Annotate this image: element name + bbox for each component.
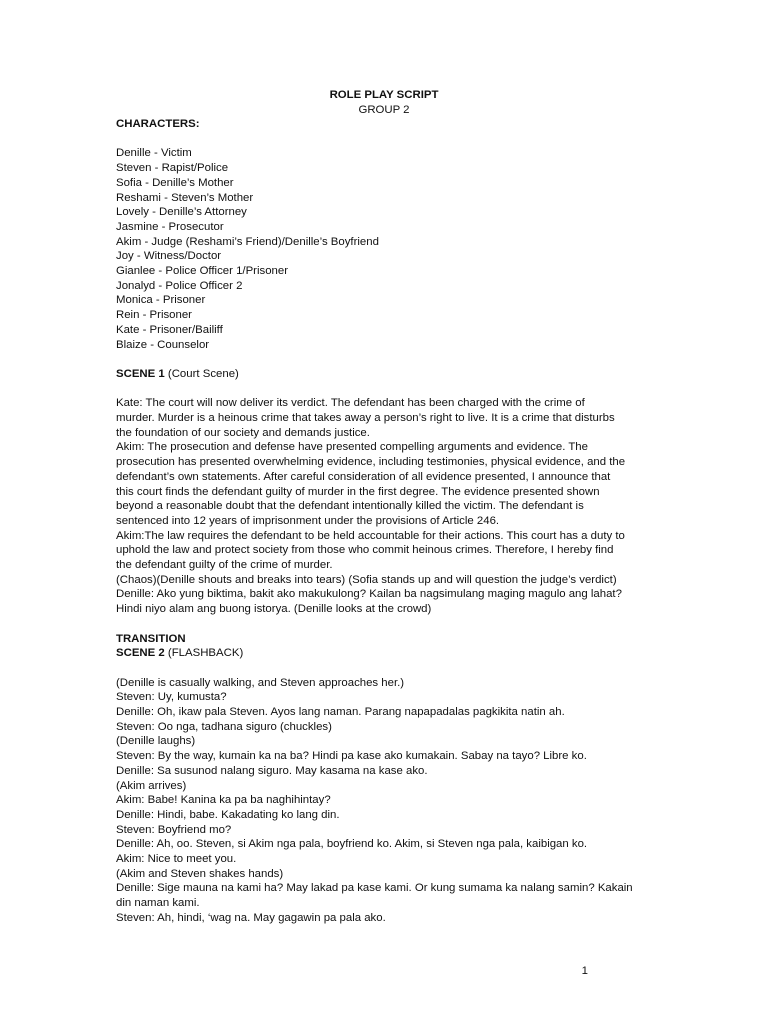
script-line: (Chaos)(Denille shouts and breaks into tears) (Sofia stands up and will question the judge’s verdict)	[116, 573, 617, 586]
character-entry: Lovely - Denille’s Attorney	[116, 206, 247, 219]
script-line: din naman kami.	[116, 897, 200, 910]
character-entry: Rein - Prisoner	[116, 309, 192, 322]
character-entry: Jonalyd - Police Officer 2	[116, 279, 243, 292]
character-entry: Sofia - Denille’s Mother	[116, 176, 234, 189]
script-line: Denille: Oh, ikaw pala Steven. Ayos lang naman. Parang napapadalas pagkikita natin ah.	[116, 706, 565, 719]
script-line: murder. Murder is a heinous crime that takes away a person’s right to live. It is a crime that disturbs	[116, 412, 615, 425]
script-line: Denille: Ako yung biktima, bakit ako makukulong? Kailan ba nagsimulang maging magulo ang lahat?	[116, 588, 622, 601]
script-line: Denille: Hindi, babe. Kakadating ko lang din.	[116, 808, 340, 821]
script-line: Denille: Sige mauna na kami ha? May lakad pa kase kami. Or kung sumama ka nalang samin? Kakain	[116, 882, 633, 895]
document-header	[0, 88, 768, 118]
script-line: Steven: Boyfriend mo?	[116, 823, 232, 836]
characters-heading: CHARACTERS:	[116, 118, 200, 130]
script-line: (Akim arrives)	[116, 779, 187, 792]
character-entry: Gianlee - Police Officer 1/Prisoner	[116, 265, 288, 278]
script-line: the foundation of our society and demands justice.	[116, 426, 370, 439]
script-line: sentenced into 12 years of imprisonment under the provisions of Article 246.	[116, 514, 500, 527]
script-line: Kate: The court will now deliver its verdict. The defendant has been charged with the crime of	[116, 397, 585, 410]
page-number: 1	[581, 965, 588, 977]
scene-2-heading	[116, 646, 656, 661]
script-line: Denille: Sa susunod nalang siguro. May kasama na kase ako.	[116, 764, 428, 777]
scene-1-dialogue	[116, 396, 656, 617]
scene-1-label: SCENE 1	[116, 367, 165, 380]
script-line: (Denille is casually walking, and Steven approaches her.)	[116, 676, 405, 689]
character-entry: Steven - Rapist/Police	[116, 162, 229, 175]
script-line: Hindi niyo alam ang buong istorya. (Denille looks at the crowd)	[116, 603, 432, 616]
characters-list	[116, 146, 656, 352]
script-line: Steven: Uy, kumusta?	[116, 691, 227, 704]
scene-2-desc: (FLASHBACK)	[164, 647, 244, 660]
script-line: Akim: Babe! Kanina ka pa ba naghihintay?	[116, 794, 331, 807]
script-line: Steven: By the way, kumain ka na ba? Hindi pa kase ako kumakain. Sabay na tayo? Libre ko.	[116, 750, 587, 763]
script-body	[116, 117, 656, 926]
scene-2-label: SCENE 2	[116, 647, 165, 660]
script-line: Akim:The law requires the defendant to be held accountable for their actions. This court has a duty to	[116, 529, 625, 542]
script-line: defendant’s own statements. After careful consideration of all evidence presented, I announce that	[116, 470, 611, 483]
character-entry: Akim - Judge (Reshami’s Friend)/Denille’s Boyfriend	[116, 235, 379, 248]
script-line: Denille: Ah, oo. Steven, si Akim nga pala, boyfriend ko. Akim, si Steven nga pala, kaibigan ko.	[116, 838, 588, 851]
script-line: Akim: The prosecution and defense have presented compelling arguments and evidence. The	[116, 441, 588, 454]
script-line: Akim: Nice to meet you.	[116, 853, 237, 866]
character-entry: Blaize - Counselor	[116, 338, 210, 351]
group-label: GROUP 2	[358, 104, 410, 116]
script-line: prosecution has presented overwhelming evidence, including testimonies, physical evidence, and the	[116, 456, 626, 469]
script-line: Steven: Ah, hindi, ‘wag na. May gagawin pa pala ako.	[116, 911, 386, 924]
script-line: this court finds the defendant guilty of murder in the first degree. The evidence presented shown	[116, 485, 600, 498]
character-entry: Monica - Prisoner	[116, 294, 206, 307]
character-entry: Kate - Prisoner/Bailiff	[116, 323, 223, 336]
scene-1-heading	[116, 367, 656, 382]
scene-2-dialogue	[116, 676, 656, 926]
transition-heading: TRANSITION	[116, 632, 186, 645]
character-entry: Joy - Witness/Doctor	[116, 250, 222, 263]
character-entry: Denille - Victim	[116, 147, 192, 160]
script-line: uphold the law and protect society from those who commit heinous crimes. Therefore, I hereby find	[116, 544, 614, 557]
script-line: (Denille laughs)	[116, 735, 196, 748]
character-entry: Reshami - Steven’s Mother	[116, 191, 254, 204]
character-entry: Jasmine - Prosecutor	[116, 220, 224, 233]
script-line: (Akim and Steven shakes hands)	[116, 867, 284, 880]
script-line: beyond a reasonable doubt that the defendant intentionally killed the victim. The defendant is	[116, 500, 584, 513]
script-line: Steven: Oo nga, tadhana siguro (chuckles)	[116, 720, 332, 733]
document-title: ROLE PLAY SCRIPT	[329, 89, 439, 101]
script-line: the defendant guilty of the crime of murder.	[116, 559, 333, 572]
scene-1-desc: (Court Scene)	[164, 367, 239, 380]
